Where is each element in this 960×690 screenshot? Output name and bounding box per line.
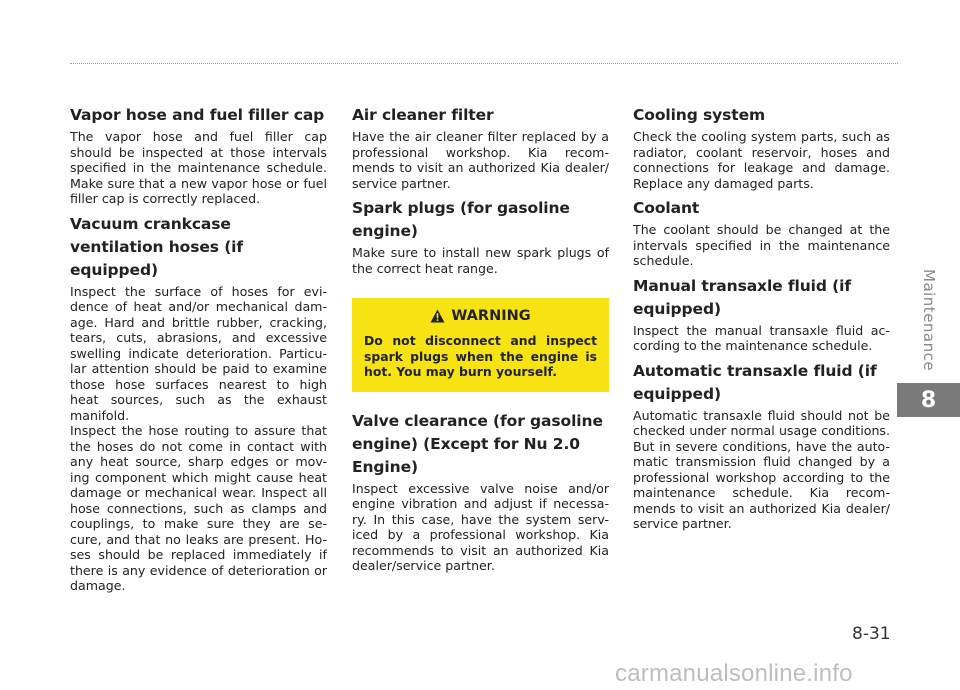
column-3: [633, 104, 890, 532]
section-heading-vacuum-hoses: Vacuum crankcase ventilation hoses (if equipped): [70, 214, 244, 279]
top-divider: [70, 63, 898, 64]
section-body-vapor-hose: The vapor hose and fuel filler cap should be inspected at those intervals specified in the maintenance schedule. Make sure that a new vapor hose or fuel filler cap is correctly replaced.: [70, 129, 327, 206]
section-body-automatic-transaxle: Automatic transaxle fluid should not be checked under normal usage conditions. But in severe conditions, have the auto-matic transmission fluid changed by a professional workshop according to the maintenance schedule. Kia recom-mends to visit an authorized Kia dealer/ service partner.: [633, 407, 890, 531]
section-heading-spark-plugs: Spark plugs (for gasoline engine): [352, 199, 570, 240]
section-body-valve-clearance: Inspect excessive valve noise and/or engine vibration and adjust if necessa-ry. In this case, have the system serv-iced by a professional workshop. Kia recommends to visit an authorized Kia dealer/service partner.: [352, 480, 609, 573]
section-heading-coolant: Coolant: [633, 199, 700, 217]
section-heading-vapor-hose: Vapor hose and fuel filler cap: [70, 106, 325, 124]
chapter-number-badge: 8: [897, 383, 960, 417]
section-heading-valve-clearance: Valve clearance (for gasoline engine) (Except for Nu 2.0 Engine): [352, 411, 603, 476]
page-number: 8-31: [852, 624, 891, 644]
column-1: [70, 104, 327, 594]
section-body-vacuum-hoses: Inspect the surface of hoses for evi-dence of heat and/or mechanical dam-age. Hard and brittle rubber, cracking, tears, cuts, abrasions, and excessive swelling indicate deterioration. Particu-lar attention should be paid to examine those hose surfaces nearest to high heat sources, such as the exhaust manifold. Inspect the hose routing to assure that the hoses do not come in contact with any heat source, sharp edges or mov-ing component which might cause heat damage or mechanical wear. Inspect all hose connections, such as clamps and couplings, to make sure they are se-cure, and that no leaks are present. Ho-ses should be replaced immediately if there is any evidence of deterioration or damage.: [70, 283, 327, 593]
warning-title: WARNING: [451, 308, 531, 324]
section-body-cooling-system: Check the cooling system parts, such as radiator, coolant reservoir, hoses and connections for leakage and damage. Replace any damaged parts.: [633, 129, 890, 191]
section-heading-automatic-transaxle: Automatic transaxle fluid (if equipped): [633, 361, 877, 403]
warning-text: Do not disconnect and inspect spark plugs when the engine is hot. You may burn yourself.: [364, 333, 597, 379]
chapter-label: Maintenance: [920, 268, 938, 372]
section-heading-manual-transaxle: Manual transaxle fluid (if equipped): [633, 276, 852, 318]
section-body-coolant: The coolant should be changed at the intervals specified in the maintenance schedule.: [633, 222, 890, 268]
warning-box: [352, 298, 609, 392]
section-body-spark-plugs: Make sure to install new spark plugs of the correct heat range.: [352, 245, 609, 276]
section-heading-cooling-system: Cooling system: [633, 106, 766, 124]
chapter-side-tab: [898, 260, 960, 380]
section-body-air-cleaner: Have the air cleaner filter replaced by a professional workshop. Kia recom-mends to visit an authorized Kia dealer/ service partner.: [352, 129, 609, 191]
column-2: [352, 104, 609, 574]
warning-header: [364, 308, 597, 324]
watermark: carmanualsonline.info: [615, 660, 853, 687]
section-heading-air-cleaner: Air cleaner filter: [352, 106, 494, 124]
warning-triangle-icon: [430, 309, 445, 323]
section-body-manual-transaxle: Inspect the manual transaxle fluid ac-cording to the maintenance schedule.: [633, 322, 890, 353]
